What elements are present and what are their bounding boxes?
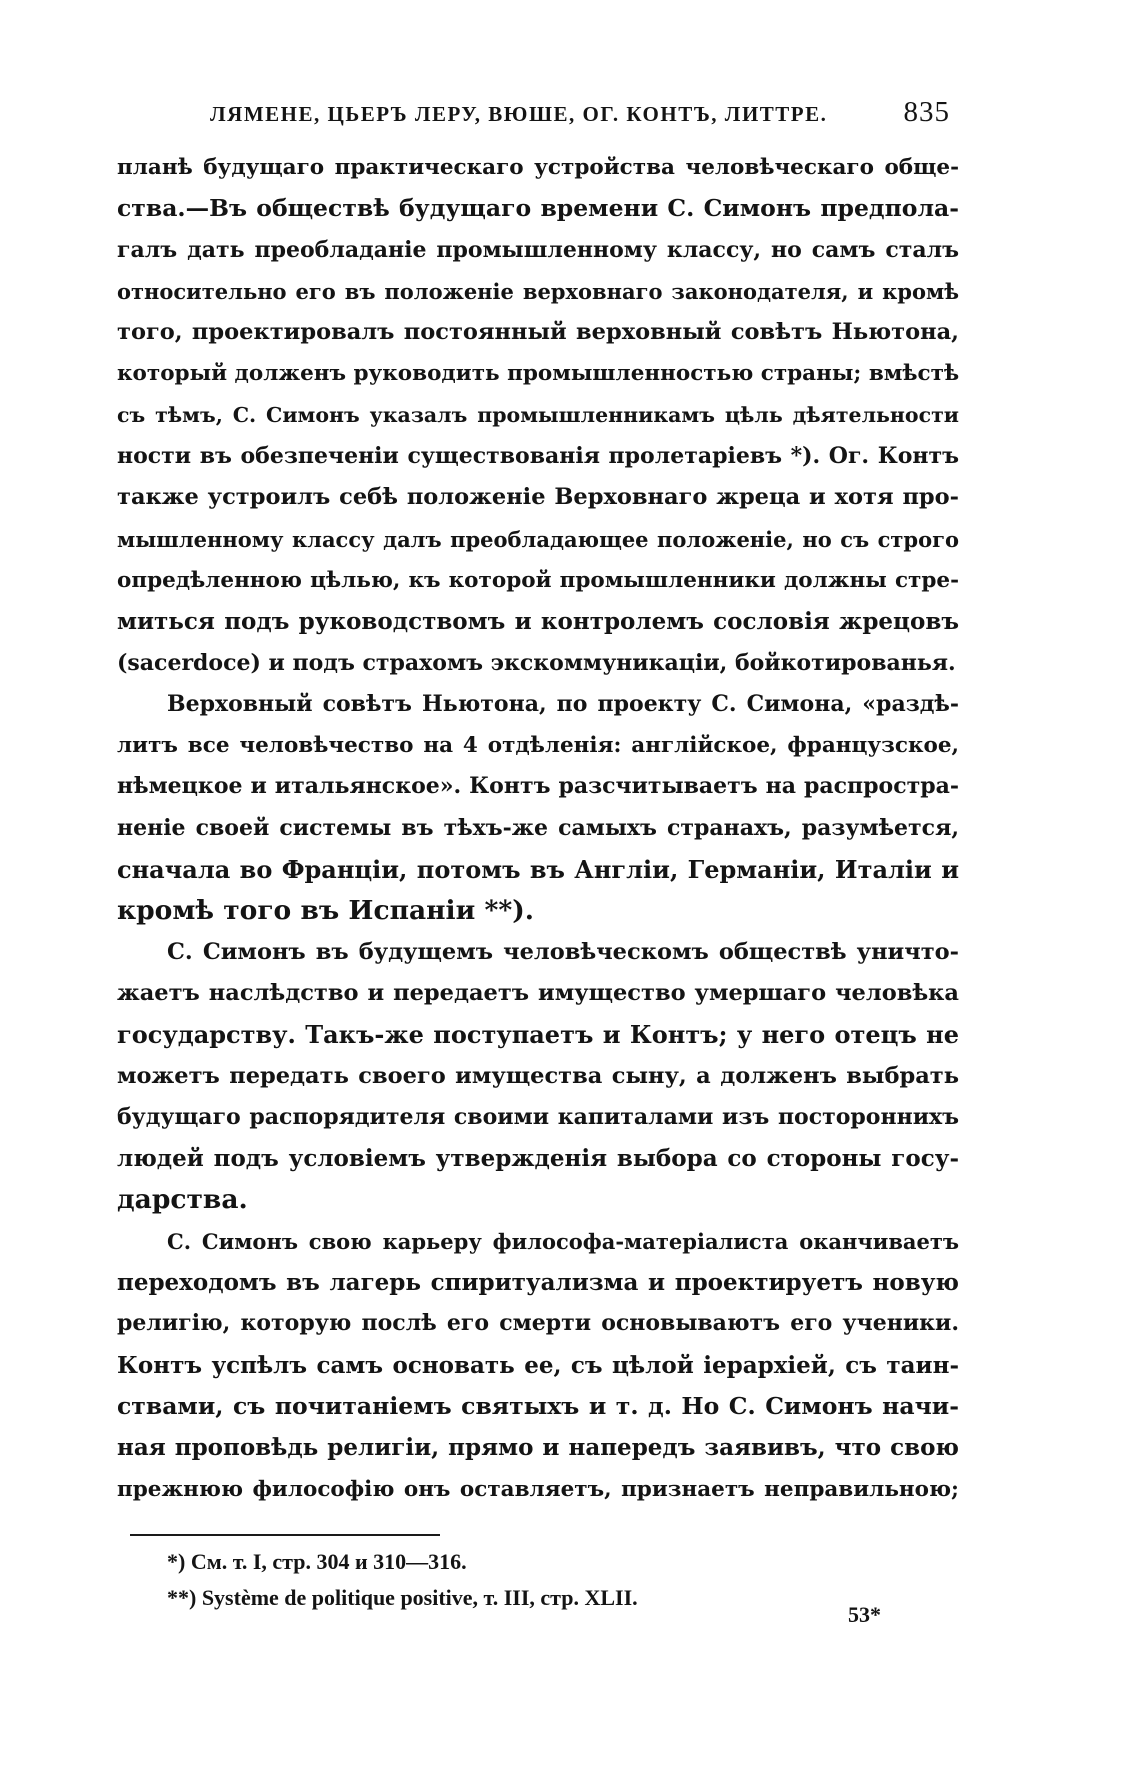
text-line: ства.—Въ обществѣ будущаго времени С. Симонъ предпола- — [117, 194, 959, 223]
footnotes — [167, 1544, 867, 1616]
text-line: (sacerdoce) и подъ страхомъ экскоммуникаціи, бойкотированья. — [117, 649, 956, 676]
text-line: ная проповѣдь религіи, прямо и напередъ заявивъ, что свою — [117, 1434, 959, 1462]
text-line: сначала во Франціи, потомъ въ Англіи, Германіи, Италіи и — [117, 855, 959, 885]
text-line: можетъ передать своего имущества сыну, а долженъ выбрать — [117, 1062, 959, 1089]
text-line: планѣ будущаго практическаго устройства человѣческаго обще- — [117, 155, 959, 180]
footnote-divider — [130, 1534, 440, 1536]
text-line: также устроилъ себѣ положеніе Верховнаго жреца и хотя про- — [117, 484, 959, 511]
footnote-2: **) Système de politique positive, т. III, стр. XLII. — [167, 1585, 638, 1610]
text-line: того, проектировалъ постоянный верховный совѣтъ Ньютона, — [117, 319, 959, 346]
text-line: государству. Такъ-же поступаетъ и Контъ; у него отецъ не — [117, 1020, 959, 1050]
text-line: дарства. — [117, 1184, 248, 1216]
text-line: литъ все человѣчество на 4 отдѣленія: англійское, французское, — [117, 733, 959, 759]
text-line: С. Симонъ свою карьеру философа-матеріалиста оканчиваетъ — [167, 1228, 959, 1254]
running-header — [210, 96, 950, 136]
text-line: мышленному классу далъ преобладающее положеніе, но съ строго — [117, 526, 959, 552]
page-number: 835 — [903, 96, 950, 128]
footnote-1: *) См. т. I, стр. 304 и 310—316. — [167, 1549, 467, 1574]
text-line: который долженъ руководить промышленностью страны; вмѣстѣ — [117, 361, 959, 387]
text-line: будущаго распорядителя своими капиталами изъ постороннихъ — [117, 1103, 959, 1130]
body-text — [117, 147, 959, 1510]
text-line: прежнюю философію онъ оставляетъ, признаетъ неправильною; — [117, 1476, 959, 1502]
text-line: миться подъ руководствомъ и контролемъ сословія жрецовъ — [117, 608, 959, 636]
text-line: неніе своей системы въ тѣхъ-же самыхъ странахъ, разумѣется, — [117, 814, 959, 841]
text-line: Верховный совѣтъ Ньютона, по проекту С. Симона, «раздѣ- — [167, 690, 959, 717]
text-line: переходомъ въ лагерь спиритуализма и проектируетъ новую — [117, 1269, 959, 1297]
text-line: галъ дать преобладаніе промышленному классу, но самъ сталъ — [117, 236, 959, 263]
text-line: относительно его въ положеніе верховнаго законодателя, и кромѣ — [117, 278, 959, 304]
text-line: кромѣ того въ Испаніи **). — [117, 895, 534, 927]
signature-mark: 53* — [848, 1602, 881, 1627]
text-line: опредѣленною цѣлью, къ которой промышленники должны стре- — [117, 567, 959, 593]
text-line: Контъ успѣлъ самъ основать ее, съ цѣлой іерархіей, съ таин- — [117, 1351, 959, 1379]
text-line: людей подъ условіемъ утвержденія выбора со стороны госу- — [117, 1145, 959, 1173]
running-header-title: ЛЯМЕНЕ, ЦЬЕРЪ ЛЕРУ, ВЮШЕ, ОГ. КОНТЪ, ЛИТТРЕ. — [210, 102, 828, 126]
text-line: жаетъ наслѣдство и передаетъ имущество умершаго человѣка — [117, 979, 959, 1006]
text-line: ствами, съ почитаніемъ святыхъ и т. д. Но С. Симонъ начи- — [117, 1391, 959, 1420]
text-line: религію, которую послѣ его смерти основываютъ его ученики. — [117, 1310, 959, 1337]
text-line: ности въ обезпеченіи существованія пролетаріевъ *). Ог. Контъ — [117, 443, 959, 470]
text-line: нѣмецкое и итальянское». Контъ разсчитываетъ на распростра- — [117, 773, 959, 800]
text-line: С. Симонъ въ будущемъ человѣческомъ обществѣ уничто- — [167, 938, 959, 965]
text-line: съ тѣмъ, С. Симонъ указалъ промышленникамъ цѣль дѣятельности — [117, 402, 959, 427]
